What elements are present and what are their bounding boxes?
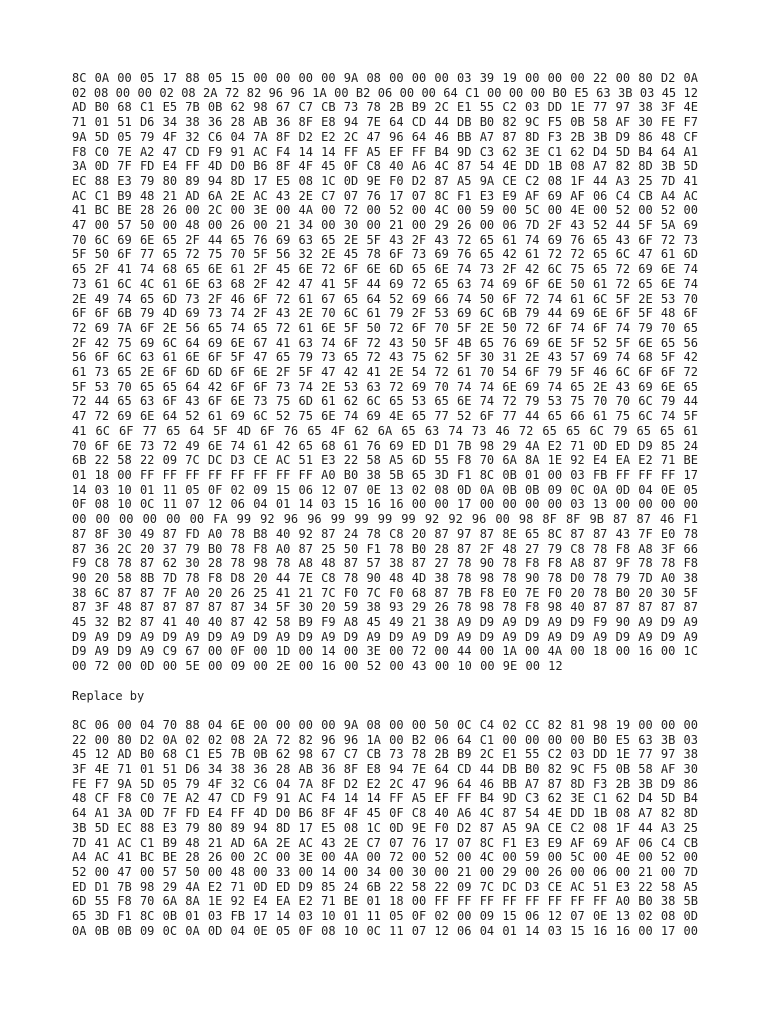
hex-line: 52 00 47 00 57 50 00 48 00 33 00 14 00 34 00 30 00 21 00 29 00 26 00 06 00 21 00 7D (72, 864, 698, 879)
document-body (72, 71, 698, 953)
hex-line: 9A 5D 05 79 4F 32 C6 04 7A 8F D2 E2 2C 47 96 64 46 BB A7 87 8D F3 2B 3B D9 86 48 CF (72, 129, 698, 144)
hex-line: 45 12 AD B0 68 C1 E5 7B 0B 62 98 67 C7 CB 73 78 2B B9 2C E1 55 C2 03 DD 1E 77 97 38 (72, 747, 698, 762)
replace-by-label: Replace by (72, 688, 145, 703)
hex-line: 6F 6F 6B 79 4D 69 73 74 2F 43 2E 70 6C 61 79 2F 53 69 6C 6B 79 44 69 6E 6F 5F 48 6F (72, 306, 698, 321)
hex-line: 6B 22 58 22 09 7C DC D3 CE AC 51 E3 22 58 A5 6D 55 F8 70 6A 8A 1E 92 E4 EA E2 71 BE (72, 453, 698, 468)
hex-line: 47 00 57 50 00 48 00 26 00 21 34 00 30 00 21 00 29 26 00 06 7D 2F 43 52 44 5F 5A 69 (72, 218, 698, 233)
hex-line: 61 73 65 2E 6F 6D 6D 6F 6E 2F 5F 47 42 41 2E 54 72 61 70 54 6F 79 5F 46 6C 6F 6F 72 (72, 365, 698, 380)
hex-line: 90 20 58 8B 7D 78 F8 D8 20 44 7E C8 78 90 48 4D 38 78 98 78 90 78 D0 78 79 7D A0 38 (72, 570, 698, 585)
hex-line: ED D1 7B 98 29 4A E2 71 0D ED D9 85 24 6B 22 58 22 09 7C DC D3 CE AC 51 E3 22 58 A5 (72, 879, 698, 894)
hex-line: 00 72 00 0D 00 5E 00 09 00 2E 00 16 00 52 00 43 00 10 00 9E 00 12 (72, 659, 563, 674)
hex-line: 48 CF F8 C0 7E A2 47 CD F9 91 AC F4 14 14 FF A5 EF FF B4 9D C3 62 3E C1 62 D4 5D B4 (72, 791, 698, 806)
hex-line: AC C1 B9 48 21 AD 6A 2E AC 43 2E C7 07 76 17 07 8C F1 E3 E9 AF 69 AF 06 C4 CB A4 AC (72, 188, 698, 203)
hex-line: 64 A1 3A 0D 7F FD E4 FF 4D D0 B6 8F 4F 45 0F C8 40 A6 4C 87 54 4E DD 1B 08 A7 82 8D (72, 806, 698, 821)
hex-line: 0F 08 10 0C 11 07 12 06 04 01 14 03 15 16 16 00 00 17 00 00 00 00 03 13 00 00 00 00 (72, 497, 698, 512)
hex-line: F9 C8 78 87 62 30 28 78 98 78 A8 48 87 57 38 87 27 78 90 78 F8 F8 A8 87 9F 78 78 F8 (72, 556, 698, 571)
hex-line: 3A 0D 7F FD E4 FF 4D D0 B6 8F 4F 45 0F C8 40 A6 4C 87 54 4E DD 1B 08 A7 82 8D 3B 5D (72, 159, 698, 174)
hex-line: 01 18 00 FF FF FF FF FF FF FF FF A0 B0 38 5B 65 3D F1 8C 0B 01 00 03 FB FF FF FF 17 (72, 467, 698, 482)
replacement-hex-block (72, 718, 698, 939)
hex-line: 41 6C 6F 77 65 64 5F 4D 6F 76 65 4F 62 6A 65 63 74 73 46 72 65 65 6C 79 65 65 61 (72, 423, 698, 438)
hex-line: 41 BC BE 28 26 00 2C 00 3E 00 4A 00 72 00 52 00 4C 00 59 00 5C 00 4E 00 52 00 52 00 (72, 203, 698, 218)
hex-line: 0A 0B 0B 09 0C 0A 0D 04 0E 05 0F 08 10 0C 11 07 12 06 04 01 14 03 15 16 16 00 17 00 (72, 923, 698, 938)
hex-line: A4 AC 41 BC BE 28 26 00 2C 00 3E 00 4A 00 72 00 52 00 4C 00 59 00 5C 00 4E 00 52 00 (72, 850, 698, 865)
hex-line: 00 00 00 00 00 00 FA 99 92 96 96 99 99 99 99 92 92 96 00 98 8F 8F 9B 87 87 46 F1 (72, 512, 698, 527)
hex-line: 22 00 80 D2 0A 02 02 08 2A 72 82 96 96 1A 00 B2 06 64 C1 00 00 00 00 B0 E5 63 3B 03 (72, 732, 698, 747)
original-hex-block (72, 71, 698, 674)
hex-line: 73 61 6C 4C 61 6E 63 68 2F 42 47 41 5F 44 69 72 65 63 74 69 6F 6E 50 61 72 65 6E 74 (72, 276, 698, 291)
hex-line: 87 3F 48 87 87 87 87 87 34 5F 30 20 59 38 93 29 26 78 98 78 F8 98 40 87 87 87 87 87 (72, 600, 698, 615)
hex-line: D9 A9 D9 A9 D9 A9 D9 A9 D9 A9 D9 A9 D9 A9 D9 A9 D9 A9 D9 A9 D9 A9 D9 A9 D9 A9 D9 A9 (72, 629, 698, 644)
hex-line: F8 C0 7E A2 47 CD F9 91 AC F4 14 14 FF A5 EF FF B4 9D C3 62 3E C1 62 D4 5D B4 64 A1 (72, 144, 698, 159)
hex-line: 65 3D F1 8C 0B 01 03 FB 17 14 03 10 01 11 05 0F 02 00 09 15 06 12 07 0E 13 02 08 0D (72, 909, 698, 924)
hex-line: 02 08 00 00 02 08 2A 72 82 96 96 1A 00 B2 06 00 00 64 C1 00 00 00 B0 E5 63 3B 03 45 12 (72, 85, 698, 100)
hex-line: 14 03 10 01 11 05 0F 02 09 15 06 12 07 0E 13 02 08 0D 0A 0B 0B 09 0C 0A 0D 04 0E 05 (72, 482, 698, 497)
hex-line: 8C 06 00 04 70 88 04 6E 00 00 00 00 9A 08 00 00 50 0C C4 02 CC 82 81 98 19 00 00 00 (72, 717, 698, 732)
hex-line: 8C 0A 00 05 17 88 05 15 00 00 00 00 9A 08 00 00 00 03 39 19 00 00 00 22 00 80 D2 0A (72, 71, 698, 85)
hex-line: 70 6F 6E 73 72 49 6E 74 61 42 65 68 61 76 69 ED D1 7B 98 29 4A E2 71 0D ED D9 85 24 (72, 438, 698, 453)
hex-line: 70 6C 69 6E 65 2F 44 65 76 69 63 65 2E 5F 43 2F 43 72 65 61 74 69 76 65 43 6F 72 73 (72, 232, 698, 247)
hex-line: FE F7 9A 5D 05 79 4F 32 C6 04 7A 8F D2 E2 2C 47 96 64 46 BB A7 87 8D F3 2B 3B D9 86 (72, 776, 698, 791)
hex-line: 7D 41 AC C1 B9 48 21 AD 6A 2E AC 43 2E C7 07 76 17 07 8C F1 E3 E9 AF 69 AF 06 C4 CB (72, 835, 698, 850)
hex-line: AD B0 68 C1 E5 7B 0B 62 98 67 C7 CB 73 78 2B B9 2C E1 55 C2 03 DD 1E 77 97 38 3F 4E (72, 100, 698, 115)
hex-line: 2E 49 74 65 6D 73 2F 46 6F 72 61 67 65 64 52 69 66 74 50 6F 72 74 61 6C 5F 2E 53 70 (72, 291, 698, 306)
hex-line: 71 01 51 D6 34 38 36 28 AB 36 8F E8 94 7E 64 CD 44 DB B0 82 9C F5 0B 58 AF 30 FE F7 (72, 115, 698, 130)
hex-line: 72 69 7A 6F 2E 56 65 74 65 72 61 6E 5F 50 72 6F 70 5F 2E 50 72 6F 74 6F 74 79 70 65 (72, 320, 698, 335)
hex-line: 5F 53 70 65 65 64 42 6F 6F 73 74 2E 53 63 72 69 70 74 74 6E 69 74 65 2E 43 69 6E 65 (72, 379, 698, 394)
hex-line: 45 32 B2 87 41 40 40 87 42 58 B9 F9 A8 45 49 21 38 A9 D9 A9 D9 A9 D9 F9 90 A9 D9 A9 (72, 615, 698, 630)
hex-line: 6D 55 F8 70 6A 8A 1E 92 E4 EA E2 71 BE 01 18 00 FF FF FF FF FF FF FF FF A0 B0 38 5B (72, 894, 698, 909)
hex-line: 3F 4E 71 01 51 D6 34 38 36 28 AB 36 8F E8 94 7E 64 CD 44 DB B0 82 9C F5 0B 58 AF 30 (72, 762, 698, 777)
hex-line: 2F 42 75 69 6C 64 69 6E 67 41 63 74 6F 72 43 50 5F 4B 65 76 69 6E 5F 52 5F 6E 65 56 (72, 335, 698, 350)
hex-line: 87 36 2C 20 37 79 B0 78 F8 A0 87 25 50 F1 78 B0 28 87 2F 48 27 79 C8 78 F8 A8 3F 66 (72, 541, 698, 556)
hex-line: 38 6C 87 87 7F A0 20 26 25 41 21 7C F0 7C F0 68 87 7B F8 E0 7E F0 20 78 B0 20 30 5F (72, 585, 698, 600)
hex-line: 3B 5D EC 88 E3 79 80 89 94 8D 17 E5 08 1C 0D 9E F0 D2 87 A5 9A CE C2 08 1F 44 A3 25 (72, 820, 698, 835)
hex-line: 72 44 65 63 6F 43 6F 6E 73 75 6D 61 62 6C 65 53 65 6E 74 72 79 53 75 70 70 6C 79 44 (72, 394, 698, 409)
hex-line: 56 6F 6C 63 61 6E 6F 5F 47 65 79 73 65 72 43 75 62 5F 30 31 2E 43 57 69 74 68 5F 42 (72, 350, 698, 365)
hex-line: 87 8F 30 49 87 FD A0 78 B8 40 92 87 24 78 C8 20 87 97 87 8E 65 8C 87 87 43 7F E0 78 (72, 526, 698, 541)
hex-line: D9 A9 D9 A9 C9 67 00 0F 00 1D 00 14 00 3E 00 72 00 44 00 1A 00 4A 00 18 00 16 00 1C (72, 644, 698, 659)
hex-line: 47 72 69 6E 64 52 61 69 6C 52 75 6E 74 69 4E 65 77 52 6F 77 44 65 66 61 75 6C 74 5F (72, 409, 698, 424)
hex-line: EC 88 E3 79 80 89 94 8D 17 E5 08 1C 0D 9E F0 D2 87 A5 9A CE C2 08 1F 44 A3 25 7D 41 (72, 173, 698, 188)
hex-line: 65 2F 41 74 68 65 6E 61 2F 45 6E 72 6F 6E 6D 65 6E 74 73 2F 42 6C 75 65 72 69 6E 74 (72, 262, 698, 277)
hex-line: 5F 50 6F 77 65 72 75 70 5F 56 32 2E 45 78 6F 73 69 76 65 42 61 72 72 65 6C 47 61 6D (72, 247, 698, 262)
